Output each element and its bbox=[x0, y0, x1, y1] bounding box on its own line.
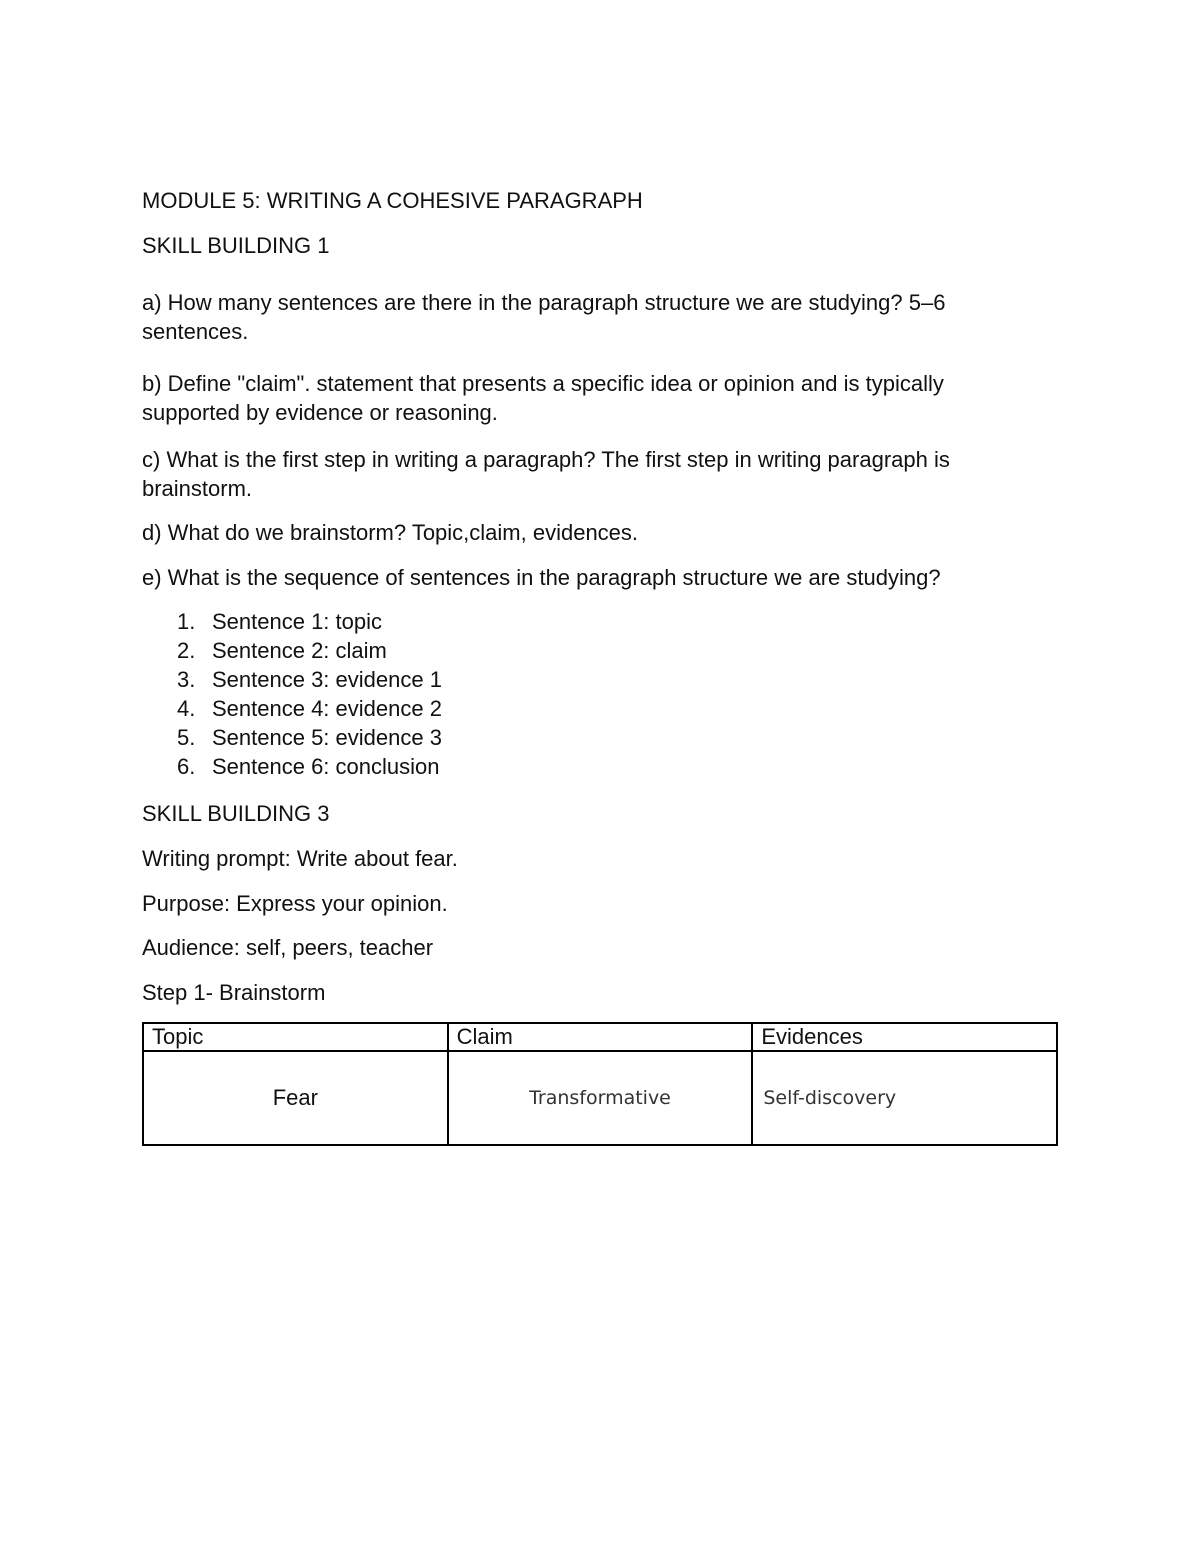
list-item-text: Sentence 4: evidence 2 bbox=[212, 696, 442, 721]
audience: Audience: self, peers, teacher bbox=[142, 935, 434, 960]
list-item-text: Sentence 3: evidence 1 bbox=[212, 667, 442, 692]
header-topic: Topic bbox=[143, 1023, 448, 1051]
purpose: Purpose: Express your opinion. bbox=[142, 891, 448, 916]
list-item-number: 1. bbox=[177, 609, 196, 634]
brainstorm-table bbox=[142, 1022, 1058, 1146]
list-item-text: Sentence 5: evidence 3 bbox=[212, 725, 442, 750]
step-1-heading: Step 1- Brainstorm bbox=[142, 980, 326, 1005]
cell-evidences: Self-discovery bbox=[752, 1051, 1057, 1145]
list-item-number: 4. bbox=[177, 696, 196, 721]
question-d: d) What do we brainstorm? Topic,claim, evidences. bbox=[142, 520, 639, 545]
table-header-row bbox=[143, 1023, 1057, 1051]
list-item-text: Sentence 1: topic bbox=[212, 609, 383, 634]
question-b: b) Define "claim". statement that presents a specific idea or opinion and is typically supported by evidence or reasoning. bbox=[142, 371, 944, 425]
writing-prompt: Writing prompt: Write about fear. bbox=[142, 846, 458, 871]
question-a: a) How many sentences are there in the paragraph structure we are studying? 5–6 sentences. bbox=[142, 290, 946, 344]
header-evidences: Evidences bbox=[752, 1023, 1057, 1051]
cell-claim: Transformative bbox=[448, 1051, 753, 1145]
list-item-text: Sentence 6: conclusion bbox=[212, 754, 440, 779]
list-item-number: 2. bbox=[177, 638, 196, 663]
table-row bbox=[143, 1051, 1057, 1145]
question-c: c) What is the first step in writing a paragraph? The first step in writing paragraph is brainstorm. bbox=[142, 447, 950, 501]
cell-topic: Fear bbox=[143, 1051, 448, 1145]
list-item-number: 6. bbox=[177, 754, 196, 779]
document-title: MODULE 5: WRITING A COHESIVE PARAGRAPH bbox=[142, 188, 643, 213]
header-claim: Claim bbox=[448, 1023, 753, 1051]
section-heading-skill-building-3: SKILL BUILDING 3 bbox=[142, 801, 330, 826]
list-item-number: 3. bbox=[177, 667, 196, 692]
list-item-number: 5. bbox=[177, 725, 196, 750]
section-heading-skill-building-1: SKILL BUILDING 1 bbox=[142, 233, 330, 258]
question-e: e) What is the sequence of sentences in the paragraph structure we are studying? bbox=[142, 565, 941, 590]
list-item-text: Sentence 2: claim bbox=[212, 638, 387, 663]
